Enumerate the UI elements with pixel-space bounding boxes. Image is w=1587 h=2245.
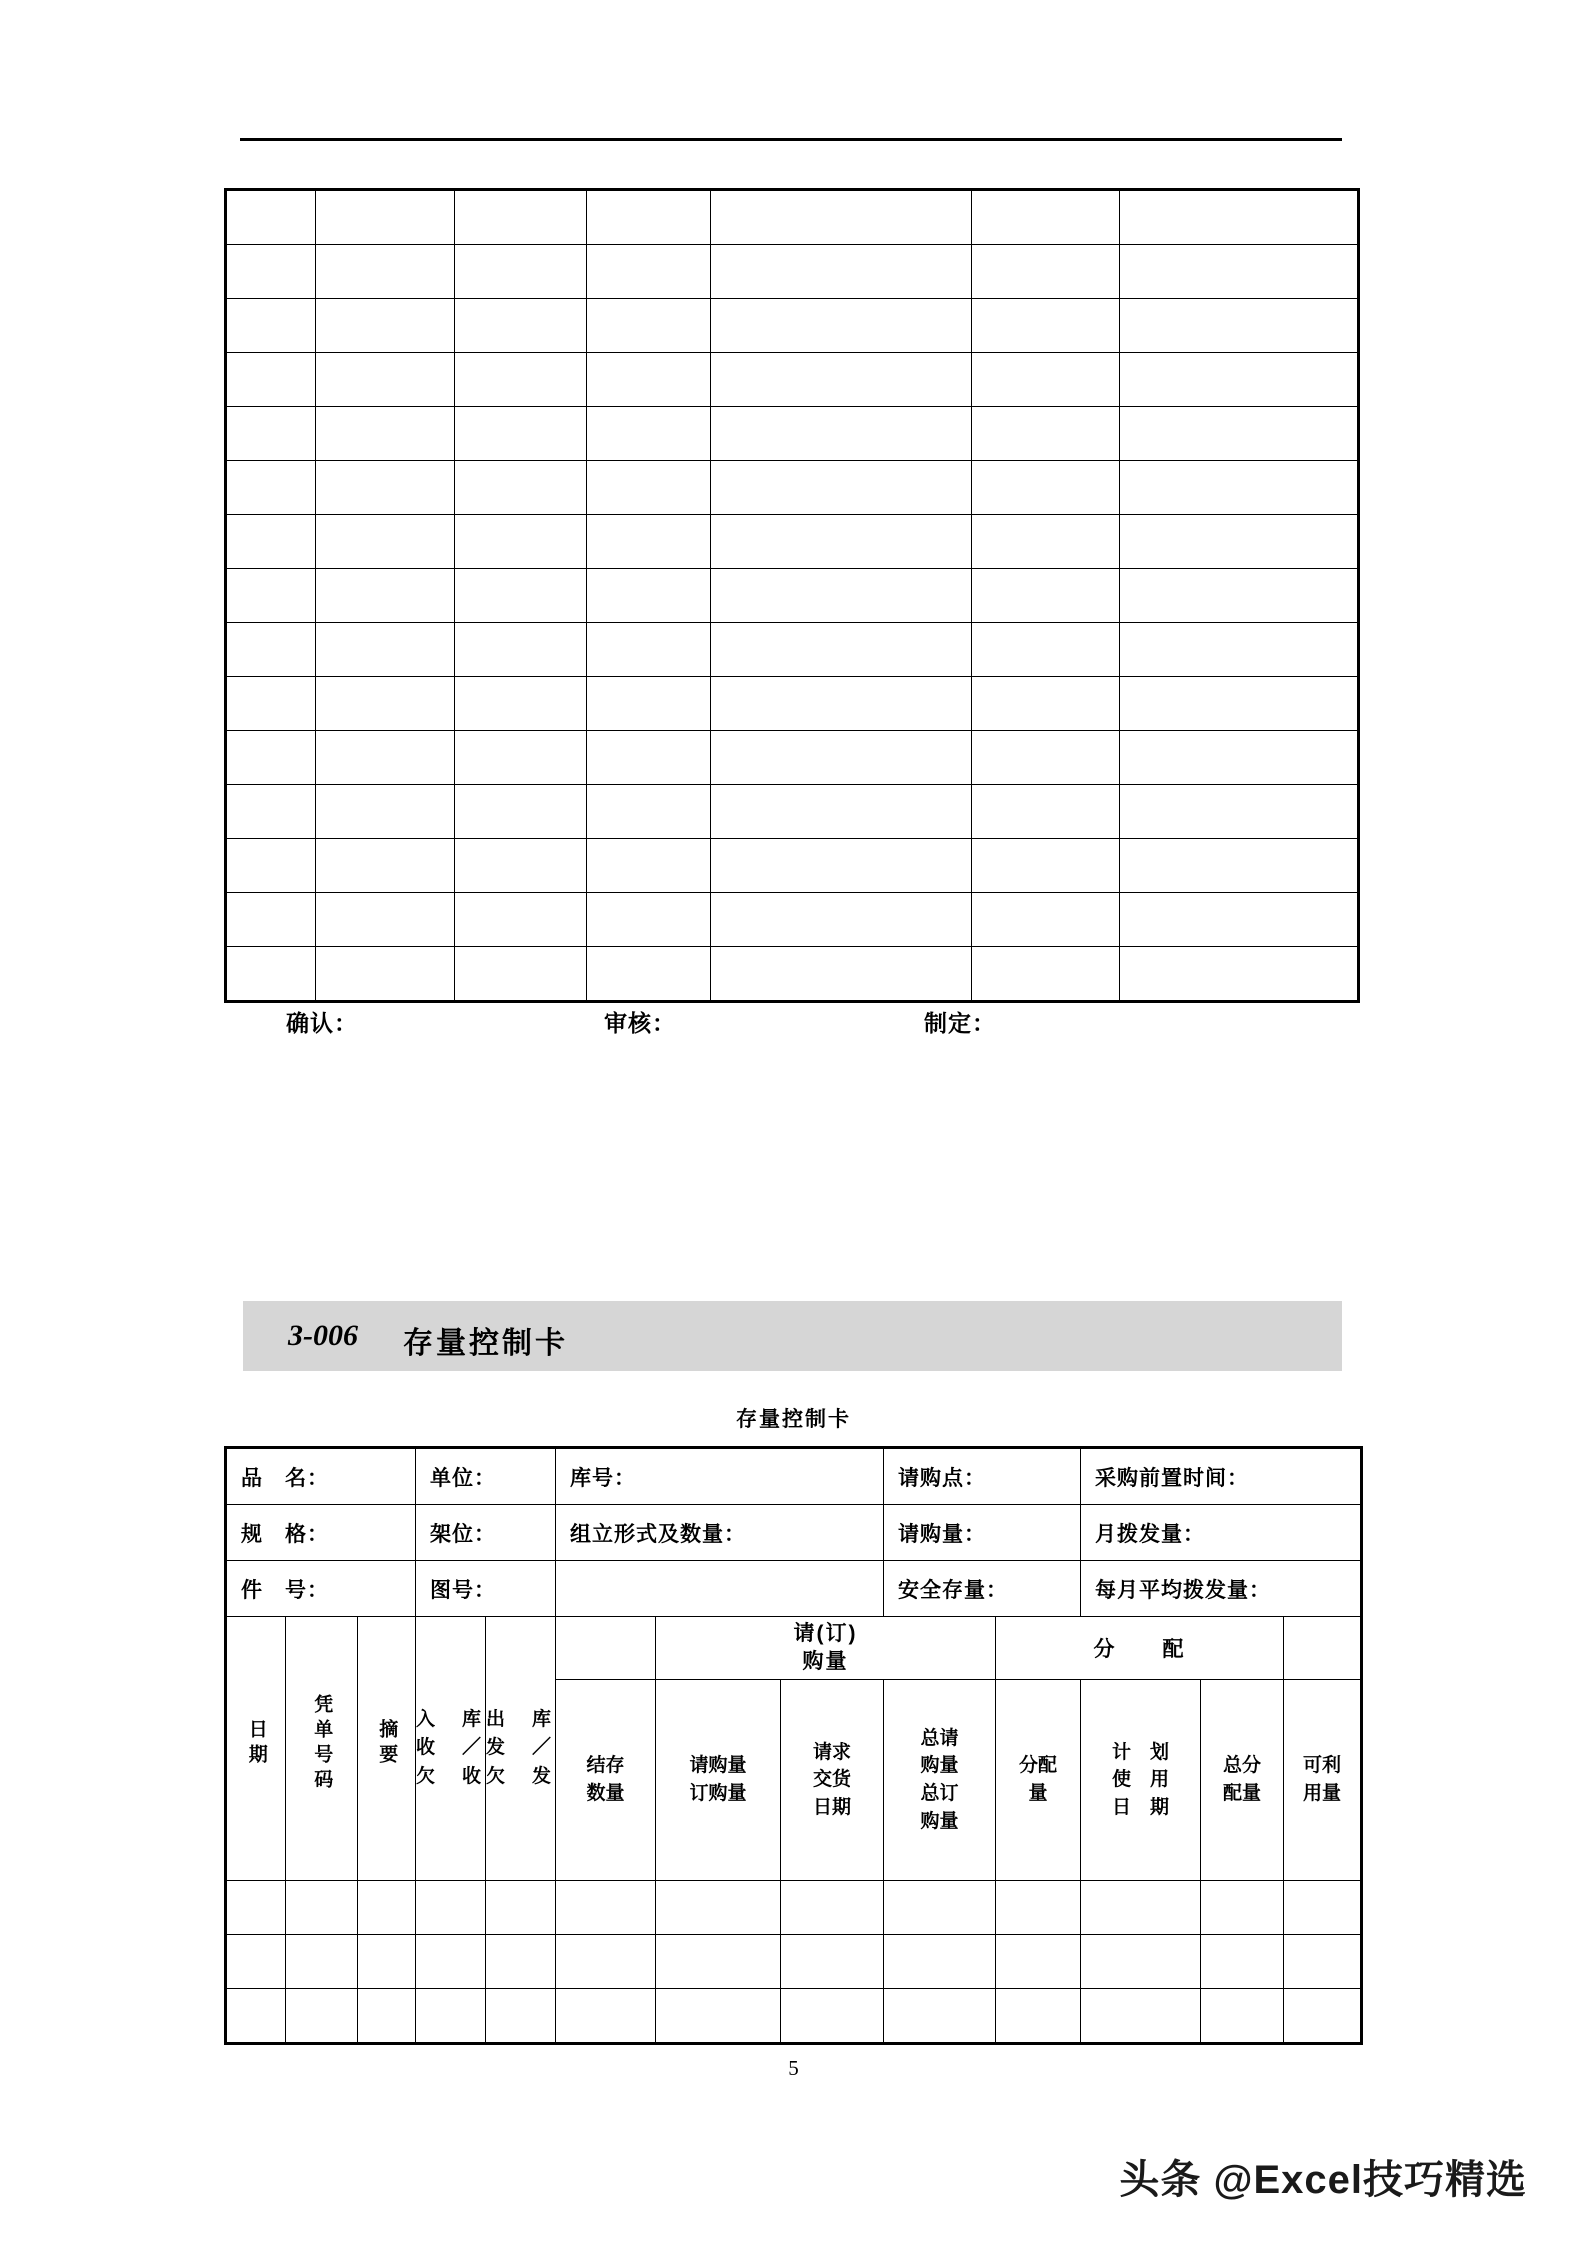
field-shelf-location: 架位：: [416, 1505, 556, 1561]
table-cell: [972, 461, 1120, 515]
col-header-inbound-line1: 入 库: [416, 1708, 486, 1730]
col-header-date-line1: 日期: [245, 1719, 267, 1770]
table-cell: [455, 245, 587, 299]
table-cell: [455, 677, 587, 731]
table-cell: [1119, 893, 1358, 947]
col-header-total-allocated-qty: [1201, 1680, 1284, 1881]
col-header-total-request-line3: 总订: [920, 1783, 959, 1804]
table-cell: [1119, 515, 1358, 569]
table-cell: [226, 623, 316, 677]
table-cell: [358, 1881, 416, 1935]
inventory-card-body: [226, 1448, 1362, 2044]
table-cell: [455, 947, 587, 1002]
table-cell: [315, 461, 455, 515]
col-header-request-order-qty-line1: 请购量: [689, 1755, 747, 1777]
table-row: [226, 731, 1359, 785]
table-cell: [587, 893, 711, 947]
table-cell: [972, 299, 1120, 353]
table-cell: [972, 893, 1120, 947]
table-cell: [587, 353, 711, 407]
col-header-planned-use-date-line3: 日 期: [1112, 1796, 1170, 1818]
table-cell: [315, 785, 455, 839]
table-cell: [315, 731, 455, 785]
table-cell: [972, 785, 1120, 839]
col-header-requested-delivery-date-line2: 交货: [813, 1769, 852, 1791]
table-cell: [587, 190, 711, 245]
table-cell: [1119, 677, 1358, 731]
table-cell: [226, 677, 316, 731]
table-cell: [226, 1935, 286, 1989]
header-group-row: [226, 1617, 1362, 1680]
field-avg-monthly-issue: 每月平均拨发量：: [1081, 1561, 1362, 1617]
col-header-spacer-balance: [556, 1617, 656, 1680]
col-header-total-request-order-qty: [884, 1680, 996, 1881]
table-row: [226, 190, 1359, 245]
field-specification: 规 格：: [226, 1505, 416, 1561]
table-cell: [710, 569, 971, 623]
table-cell: [972, 731, 1120, 785]
col-header-total-allocated-qty-line2: 配量: [1223, 1783, 1262, 1804]
col-header-allocated-qty-line1: 分配: [1019, 1755, 1058, 1777]
table-cell: [226, 947, 316, 1002]
form-caption: 存量控制卡: [736, 1408, 851, 1431]
table-cell: [587, 677, 711, 731]
table-cell: [972, 245, 1120, 299]
table-row: [226, 839, 1359, 893]
col-header-total-request-line2: 购量: [920, 1755, 959, 1777]
col-header-balance-qty-line2: 数量: [586, 1783, 625, 1804]
table-cell: [226, 190, 316, 245]
table-cell: [455, 190, 587, 245]
table-cell: [884, 1989, 996, 2044]
table-cell: [315, 299, 455, 353]
inventory-control-card-container: [224, 1446, 1360, 2045]
table-cell: [656, 1881, 781, 1935]
table-cell: [1284, 1935, 1362, 1989]
col-header-outbound: [486, 1617, 556, 1881]
signature-review-label: 审核：: [604, 1010, 676, 1036]
blank-form-table-body: [226, 190, 1359, 1002]
table-cell: [710, 515, 971, 569]
field-monthly-issue: 月拨发量：: [1081, 1505, 1362, 1561]
table-row: [226, 893, 1359, 947]
col-header-total-request-line4: 购量: [920, 1810, 959, 1832]
table-cell: [226, 1881, 286, 1935]
table-cell: [996, 1989, 1081, 2044]
table-cell: [972, 569, 1120, 623]
table-cell: [1119, 785, 1358, 839]
col-header-balance-qty: [556, 1680, 656, 1881]
table-cell: [710, 190, 971, 245]
table-row: [226, 515, 1359, 569]
table-cell: [455, 839, 587, 893]
table-cell: [1081, 1881, 1201, 1935]
table-cell: [286, 1935, 358, 1989]
group-header-request-line1: 请(订): [793, 1621, 858, 1645]
table-cell: [587, 731, 711, 785]
table-cell: [710, 893, 971, 947]
table-cell: [1201, 1935, 1284, 1989]
table-cell: [710, 299, 971, 353]
table-row: [226, 947, 1359, 1002]
col-header-request-order-qty-line2: 订购量: [689, 1783, 747, 1804]
blank-form-table-container: [224, 188, 1360, 1003]
group-header-allocation: 分 配: [996, 1617, 1284, 1680]
col-header-voucher-no: [286, 1617, 358, 1881]
table-cell: [416, 1881, 486, 1935]
table-cell: [416, 1935, 486, 1989]
table-cell: [587, 569, 711, 623]
table-cell: [455, 515, 587, 569]
section-number: 3-006: [288, 1319, 358, 1352]
table-cell: [884, 1935, 996, 1989]
table-cell: [315, 353, 455, 407]
table-cell: [587, 407, 711, 461]
table-cell: [315, 677, 455, 731]
table-cell: [781, 1881, 884, 1935]
table-cell: [1119, 947, 1358, 1002]
table-cell: [455, 569, 587, 623]
table-cell: [972, 947, 1120, 1002]
table-cell: [1284, 1989, 1362, 2044]
table-cell: [226, 1989, 286, 2044]
table-cell: [656, 1935, 781, 1989]
col-header-available-qty-line2: 用量: [1303, 1783, 1342, 1804]
col-header-inbound-line3: 欠 收: [416, 1765, 486, 1787]
col-header-planned-use-date-line1: 计 划: [1112, 1741, 1170, 1763]
table-cell: [710, 677, 971, 731]
table-cell: [710, 785, 971, 839]
col-header-date: [226, 1617, 286, 1881]
table-row: [226, 407, 1359, 461]
group-header-request-line2: 购量: [802, 1650, 849, 1673]
table-cell: [972, 623, 1120, 677]
table-row: [226, 1935, 1362, 1989]
table-cell: [972, 677, 1120, 731]
table-cell: [226, 839, 316, 893]
field-blank: [556, 1561, 884, 1617]
table-cell: [226, 515, 316, 569]
info-row: [226, 1448, 1362, 1505]
table-cell: [1201, 1881, 1284, 1935]
col-header-request-order-qty: [656, 1680, 781, 1881]
col-header-outbound-line1: 出 库: [486, 1708, 556, 1730]
col-header-requested-delivery-date-line3: 日期: [813, 1796, 852, 1818]
field-part-no: 件 号：: [226, 1561, 416, 1617]
section-title: 存量控制卡: [403, 1327, 568, 1360]
table-cell: [884, 1881, 996, 1935]
watermark-text: 头条 @Excel技巧精选: [1119, 2158, 1527, 2202]
table-cell: [315, 190, 455, 245]
table-cell: [710, 623, 971, 677]
table-cell: [226, 731, 316, 785]
table-cell: [781, 1935, 884, 1989]
table-cell: [710, 461, 971, 515]
table-cell: [587, 785, 711, 839]
field-unit: 单位：: [416, 1448, 556, 1505]
table-cell: [781, 1989, 884, 2044]
table-cell: [587, 623, 711, 677]
table-cell: [315, 569, 455, 623]
table-cell: [226, 299, 316, 353]
table-cell: [1119, 245, 1358, 299]
table-row: [226, 785, 1359, 839]
blank-form-table: [224, 188, 1360, 1003]
field-request-qty: 请购量：: [884, 1505, 1081, 1561]
table-cell: [587, 245, 711, 299]
col-header-planned-use-date: [1081, 1680, 1201, 1881]
table-row: [226, 461, 1359, 515]
col-header-total-allocated-qty-line1: 总分: [1223, 1755, 1262, 1777]
col-header-spacer-available: [1284, 1617, 1362, 1680]
table-cell: [226, 569, 316, 623]
table-cell: [972, 353, 1120, 407]
table-cell: [455, 785, 587, 839]
table-cell: [710, 407, 971, 461]
field-safety-stock: 安全存量：: [884, 1561, 1081, 1617]
table-cell: [226, 245, 316, 299]
table-cell: [587, 461, 711, 515]
signature-confirm-label: 确认：: [286, 1010, 358, 1036]
table-cell: [315, 245, 455, 299]
table-cell: [226, 461, 316, 515]
col-header-allocated-qty: [996, 1680, 1081, 1881]
col-header-summary-text: 摘要: [376, 1719, 398, 1770]
table-cell: [1119, 190, 1358, 245]
table-row: [226, 1881, 1362, 1935]
col-header-inbound: [416, 1617, 486, 1881]
table-cell: [587, 515, 711, 569]
table-cell: [656, 1989, 781, 2044]
table-cell: [1081, 1989, 1201, 2044]
signature-line: [224, 1005, 1360, 1045]
table-cell: [710, 947, 971, 1002]
table-row: [226, 623, 1359, 677]
col-header-outbound-line3: 欠 发: [486, 1765, 556, 1787]
table-cell: [486, 1935, 556, 1989]
inventory-control-card-table: [224, 1446, 1363, 2045]
field-product-name: 品 名：: [226, 1448, 416, 1505]
table-cell: [587, 299, 711, 353]
table-row: [226, 299, 1359, 353]
col-header-requested-delivery-date-line1: 请求: [813, 1741, 852, 1763]
table-cell: [1119, 569, 1358, 623]
col-header-balance-qty-line1: 结存: [586, 1755, 625, 1777]
table-cell: [358, 1935, 416, 1989]
table-cell: [556, 1935, 656, 1989]
table-cell: [315, 407, 455, 461]
table-cell: [226, 893, 316, 947]
col-header-planned-use-date-line2: 使 用: [1112, 1769, 1170, 1791]
col-header-total-request-line1: 总请: [920, 1727, 959, 1749]
table-cell: [315, 893, 455, 947]
table-cell: [587, 947, 711, 1002]
header-rule: [240, 138, 1342, 141]
page-number: 5: [788, 2056, 799, 2080]
field-warehouse-no: 库号：: [556, 1448, 884, 1505]
table-row: [226, 677, 1359, 731]
table-cell: [315, 947, 455, 1002]
field-drawing-no: 图号：: [416, 1561, 556, 1617]
table-cell: [416, 1989, 486, 2044]
table-cell: [315, 839, 455, 893]
col-header-summary: [358, 1617, 416, 1881]
table-cell: [710, 731, 971, 785]
table-cell: [1119, 731, 1358, 785]
col-header-outbound-line2: 发 ／: [486, 1737, 556, 1759]
table-cell: [1119, 623, 1358, 677]
table-cell: [972, 407, 1120, 461]
table-row: [226, 1989, 1362, 2044]
table-cell: [972, 190, 1120, 245]
table-row: [226, 353, 1359, 407]
table-cell: [1284, 1881, 1362, 1935]
table-row: [226, 245, 1359, 299]
table-row: [226, 569, 1359, 623]
col-header-voucher-no-text: 凭单号码: [311, 1694, 333, 1795]
table-cell: [455, 623, 587, 677]
table-cell: [226, 785, 316, 839]
table-cell: [996, 1935, 1081, 1989]
signature-formulate-label: 制定：: [924, 1010, 996, 1036]
field-lead-time: 采购前置时间：: [1081, 1448, 1362, 1505]
group-header-request-order-qty: [656, 1617, 996, 1680]
table-cell: [556, 1989, 656, 2044]
table-cell: [286, 1989, 358, 2044]
table-cell: [1119, 353, 1358, 407]
table-cell: [486, 1881, 556, 1935]
field-reorder-point: 请购点：: [884, 1448, 1081, 1505]
table-cell: [587, 839, 711, 893]
table-cell: [455, 461, 587, 515]
table-cell: [286, 1881, 358, 1935]
col-header-inbound-line2: 收 ／: [416, 1737, 486, 1759]
col-header-available-qty: [1284, 1680, 1362, 1881]
table-cell: [996, 1881, 1081, 1935]
table-cell: [455, 731, 587, 785]
table-cell: [315, 515, 455, 569]
table-cell: [710, 839, 971, 893]
table-cell: [972, 839, 1120, 893]
table-cell: [556, 1881, 656, 1935]
table-cell: [972, 515, 1120, 569]
table-cell: [1119, 461, 1358, 515]
section-header-band: [243, 1301, 1342, 1371]
table-cell: [1119, 407, 1358, 461]
table-cell: [1081, 1935, 1201, 1989]
table-cell: [226, 407, 316, 461]
table-cell: [226, 353, 316, 407]
table-cell: [1119, 839, 1358, 893]
table-cell: [455, 407, 587, 461]
col-header-allocated-qty-line2: 量: [1028, 1783, 1048, 1804]
table-cell: [455, 353, 587, 407]
col-header-available-qty-line1: 可利: [1303, 1755, 1342, 1777]
table-cell: [1201, 1989, 1284, 2044]
table-cell: [710, 245, 971, 299]
info-row: [226, 1561, 1362, 1617]
table-cell: [315, 623, 455, 677]
table-cell: [710, 353, 971, 407]
table-cell: [455, 299, 587, 353]
col-header-requested-delivery-date: [781, 1680, 884, 1881]
table-cell: [486, 1989, 556, 2044]
info-row: [226, 1505, 1362, 1561]
table-cell: [1119, 299, 1358, 353]
table-cell: [455, 893, 587, 947]
field-assembly-form-qty: 组立形式及数量：: [556, 1505, 884, 1561]
table-cell: [358, 1989, 416, 2044]
